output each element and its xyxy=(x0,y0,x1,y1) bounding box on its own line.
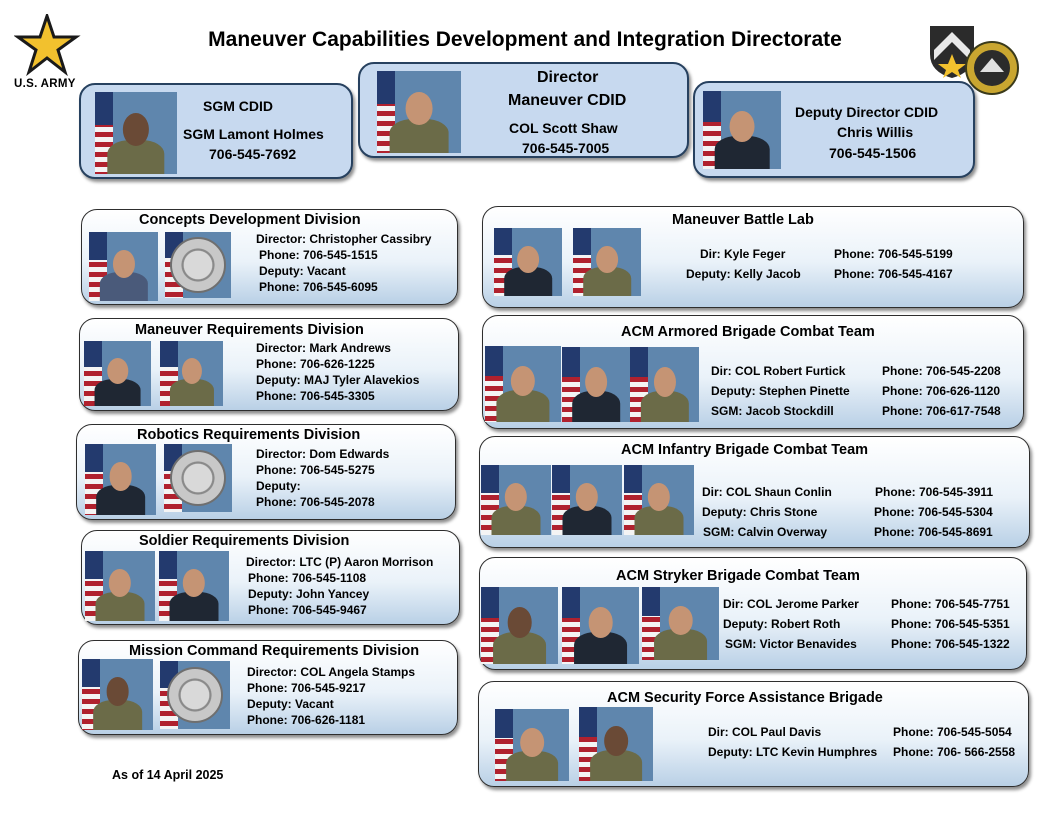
army-logo xyxy=(14,14,84,96)
director-photo xyxy=(494,228,562,296)
division-phone: Phone: 706-545-4167 xyxy=(834,267,953,281)
division-line: Phone: 706-545-5275 xyxy=(256,463,375,477)
director-role-line2: Maneuver CDID xyxy=(508,92,627,109)
sgm-phone: 706-545-7692 xyxy=(209,146,297,162)
maneuver-battle-lab-card xyxy=(482,206,1024,308)
deputy-director-phone: 706-545-1506 xyxy=(829,145,917,161)
division-title: Concepts Development Division xyxy=(139,212,361,228)
director-photo xyxy=(495,709,569,781)
division-line: Director: LTC (P) Aaron Morrison xyxy=(246,555,434,569)
director-name: COL Scott Shaw xyxy=(509,120,618,136)
division-line: Deputy: xyxy=(256,479,301,493)
division-line: Dir: COL Jerome Parker xyxy=(723,597,859,611)
deputy-photo xyxy=(159,551,229,621)
deputy-photo xyxy=(579,707,653,781)
division-line: Deputy: Vacant xyxy=(259,264,346,278)
division-title: ACM Armored Brigade Combat Team xyxy=(621,324,875,340)
division-phone: Phone: 706-545-5351 xyxy=(891,617,1010,631)
division-line: Phone: 706-545-6095 xyxy=(259,280,378,294)
acm-sbct-card xyxy=(479,557,1027,670)
division-phone: Phone: 706-545-2208 xyxy=(882,364,1001,378)
division-line: Phone: 706-545-2078 xyxy=(256,495,375,509)
division-line: Phone: 706-626-1181 xyxy=(247,713,366,727)
division-title: ACM Infantry Brigade Combat Team xyxy=(621,442,869,458)
division-phone: Phone: 706- 566-2558 xyxy=(893,745,1016,759)
division-line: SGM: Jacob Stockdill xyxy=(711,404,834,418)
division-phone: Phone: 706-545-3911 xyxy=(875,485,994,499)
division-line: Phone: 706-545-3305 xyxy=(256,389,375,403)
vacant-seal-photo xyxy=(160,661,230,729)
director-photo xyxy=(377,71,461,153)
seal-icon xyxy=(170,237,226,293)
division-title: Robotics Requirements Division xyxy=(137,427,361,443)
concepts-development-card xyxy=(81,209,458,305)
division-phone: Phone: 706-545-5054 xyxy=(893,725,1012,739)
division-line: Phone: 706-545-9467 xyxy=(248,603,367,617)
division-line: Dir: COL Paul Davis xyxy=(708,725,822,739)
acm-sfab-card xyxy=(478,681,1029,787)
director-photo xyxy=(89,232,158,301)
army-logo-text: U.S. ARMY xyxy=(14,78,76,90)
vacant-seal-photo xyxy=(164,444,232,512)
division-phone: Phone: 706-545-8691 xyxy=(874,525,993,539)
division-line: SGM: Victor Benavides xyxy=(725,637,857,651)
director-photo xyxy=(85,551,155,621)
deputy-director-card xyxy=(693,81,975,178)
division-line: Deputy: Chris Stone xyxy=(702,505,818,519)
division-title: Maneuver Battle Lab xyxy=(672,212,814,228)
robotics-requirements-card xyxy=(76,424,456,520)
division-line: Deputy: LTC Kevin Humphres xyxy=(708,745,878,759)
division-line: Phone: 706-545-1108 xyxy=(248,571,367,585)
division-phone: Phone: 706-545-7751 xyxy=(891,597,1010,611)
division-line: Deputy: Kelly Jacob xyxy=(686,267,801,281)
division-line: Phone: 706-545-9217 xyxy=(247,681,366,695)
deputy-director-name: Chris Willis xyxy=(837,124,914,140)
division-title: Mission Command Requirements Division xyxy=(129,643,420,659)
division-line: Director: COL Angela Stamps xyxy=(247,665,416,679)
division-line: Director: Christopher Cassibry xyxy=(256,232,432,246)
director-card xyxy=(358,62,689,158)
director-phone: 706-545-7005 xyxy=(522,140,610,156)
division-line: Phone: 706-545-1515 xyxy=(259,248,378,262)
director-photo xyxy=(481,465,551,535)
sgm-photo xyxy=(642,587,719,660)
maneuver-requirements-card xyxy=(79,318,459,411)
seal-icon xyxy=(170,450,226,506)
sgm-photo xyxy=(624,465,694,535)
director-photo xyxy=(84,341,151,406)
division-line: Dir: COL Robert Furtick xyxy=(711,364,846,378)
division-line: Deputy: John Yancey xyxy=(248,587,370,601)
deputy-photo xyxy=(552,465,622,535)
division-line: Director: Dom Edwards xyxy=(256,447,390,461)
division-phone: Phone: 706-545-5199 xyxy=(834,247,953,261)
sgm-role: SGM CDID xyxy=(203,98,273,114)
seal-icon xyxy=(167,667,223,723)
division-title: ACM Stryker Brigade Combat Team xyxy=(616,568,860,584)
sgm-photo xyxy=(630,347,699,422)
division-line: Deputy: Vacant xyxy=(247,697,334,711)
division-title: ACM Security Force Assistance Brigade xyxy=(607,690,883,706)
deputy-photo xyxy=(160,341,223,406)
deputy-director-photo xyxy=(703,91,781,169)
director-photo xyxy=(82,659,153,730)
division-phone: Phone: 706-545-5304 xyxy=(874,505,993,519)
as-of-date: As of 14 April 2025 xyxy=(112,768,224,782)
director-role-line1: Director xyxy=(537,69,599,86)
division-title: Soldier Requirements Division xyxy=(139,533,350,549)
sgm-photo xyxy=(95,92,177,174)
soldier-requirements-card xyxy=(81,530,460,625)
division-line: Director: Mark Andrews xyxy=(256,341,391,355)
division-phone: Phone: 706-626-1120 xyxy=(882,384,1001,398)
acm-ibct-card xyxy=(479,436,1030,548)
division-line: Phone: 706-626-1225 xyxy=(256,357,375,371)
acm-abct-card xyxy=(482,315,1024,429)
division-line: Deputy: Stephen Pinette xyxy=(711,384,850,398)
director-photo xyxy=(485,346,561,422)
director-photo xyxy=(481,587,558,664)
page-title: Maneuver Capabilities Development and Integration Directorate xyxy=(208,28,842,51)
sgm-name: SGM Lamont Holmes xyxy=(183,126,324,142)
division-line: Dir: Kyle Feger xyxy=(700,247,786,261)
division-title: Maneuver Requirements Division xyxy=(135,322,364,338)
sgm-card xyxy=(79,83,353,179)
division-line: Dir: COL Shaun Conlin xyxy=(702,485,832,499)
division-phone: Phone: 706-545-1322 xyxy=(891,637,1010,651)
deputy-director-role: Deputy Director CDID xyxy=(795,104,939,120)
mission-command-requirements-card xyxy=(78,640,458,735)
division-line: Deputy: MAJ Tyler Alavekios xyxy=(256,373,420,387)
deputy-photo xyxy=(573,228,641,296)
director-photo xyxy=(85,444,156,515)
division-line: SGM: Calvin Overway xyxy=(703,525,828,539)
division-line: Deputy: Robert Roth xyxy=(723,617,841,631)
deputy-photo xyxy=(562,347,630,422)
vacant-seal-photo xyxy=(165,232,231,298)
division-phone: Phone: 706-617-7548 xyxy=(882,404,1001,418)
deputy-photo xyxy=(562,587,639,664)
